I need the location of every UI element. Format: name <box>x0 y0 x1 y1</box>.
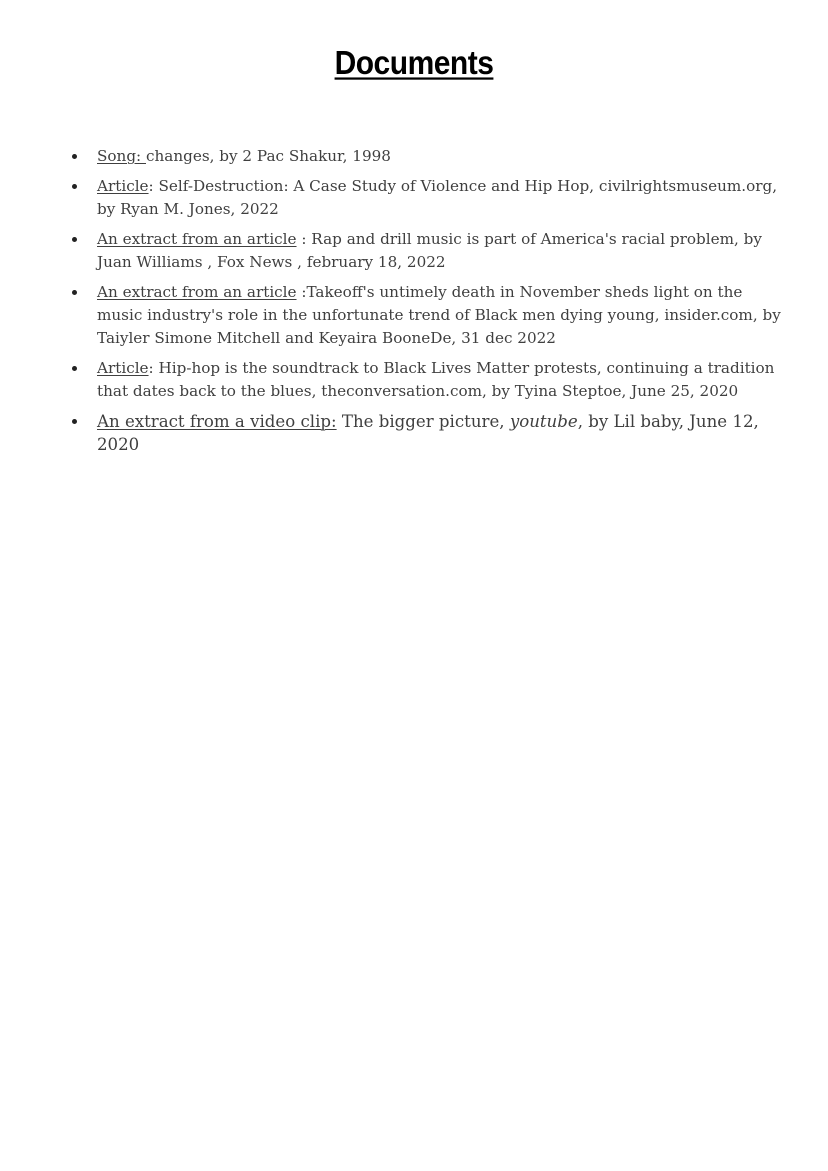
document-type-link[interactable]: Article <box>97 359 149 377</box>
document-description: : Hip-hop is the soundtrack to Black Lives Matter protests, continuing a tradition that dates back to the blues, theconversation.com, by Tyina Steptoe, June 25, 2020 <box>97 359 775 400</box>
document-type-link[interactable]: An extract from an article <box>97 283 297 301</box>
document-description: changes, by 2 Pac Shakur, 1998 <box>146 147 391 165</box>
document-type-link[interactable]: An extract from a video clip: <box>97 412 337 431</box>
document-source-italic: youtube <box>509 412 578 431</box>
document-type-link[interactable]: Article <box>97 177 149 195</box>
bullet-icon <box>72 154 77 159</box>
document-description-end: , by Lil baby, June 12, 2020 <box>97 412 759 454</box>
document-type-link[interactable]: An extract from an article <box>97 230 297 248</box>
bullet-icon <box>72 184 77 189</box>
document-description: : Self-Destruction: A Case Study of Violence and Hip Hop, civilrightsmuseum.org, by Ryan M. Jones, 2022 <box>97 177 778 218</box>
document-item-5 <box>97 357 787 403</box>
page-title <box>0 42 828 87</box>
document-item-3 <box>97 228 787 274</box>
document-description: The bigger picture, <box>336 412 510 431</box>
document-description: : Rap and drill music is part of America's racial problem, by Juan Williams , Fox News , february 18, 2022 <box>97 230 762 271</box>
bullet-icon <box>72 237 77 242</box>
document-item-2 <box>97 175 787 221</box>
bullet-icon <box>72 366 77 371</box>
page-title-text: Documents <box>334 44 494 82</box>
bullet-icon <box>72 419 77 424</box>
documents-list <box>97 145 787 463</box>
bullet-icon <box>72 290 77 295</box>
document-item-4 <box>97 281 787 350</box>
document-item-1 <box>97 145 787 168</box>
document-description: :Takeoff's untimely death in November sheds light on the music industry's role in the unfortunate trend of Black men dying young, insider.com, by Taiyler Simone Mitchell and Keyaira BooneDe, 31 dec 2022 <box>97 283 781 347</box>
document-item-6 <box>97 410 787 456</box>
document-type-link[interactable]: Song: <box>97 147 146 165</box>
